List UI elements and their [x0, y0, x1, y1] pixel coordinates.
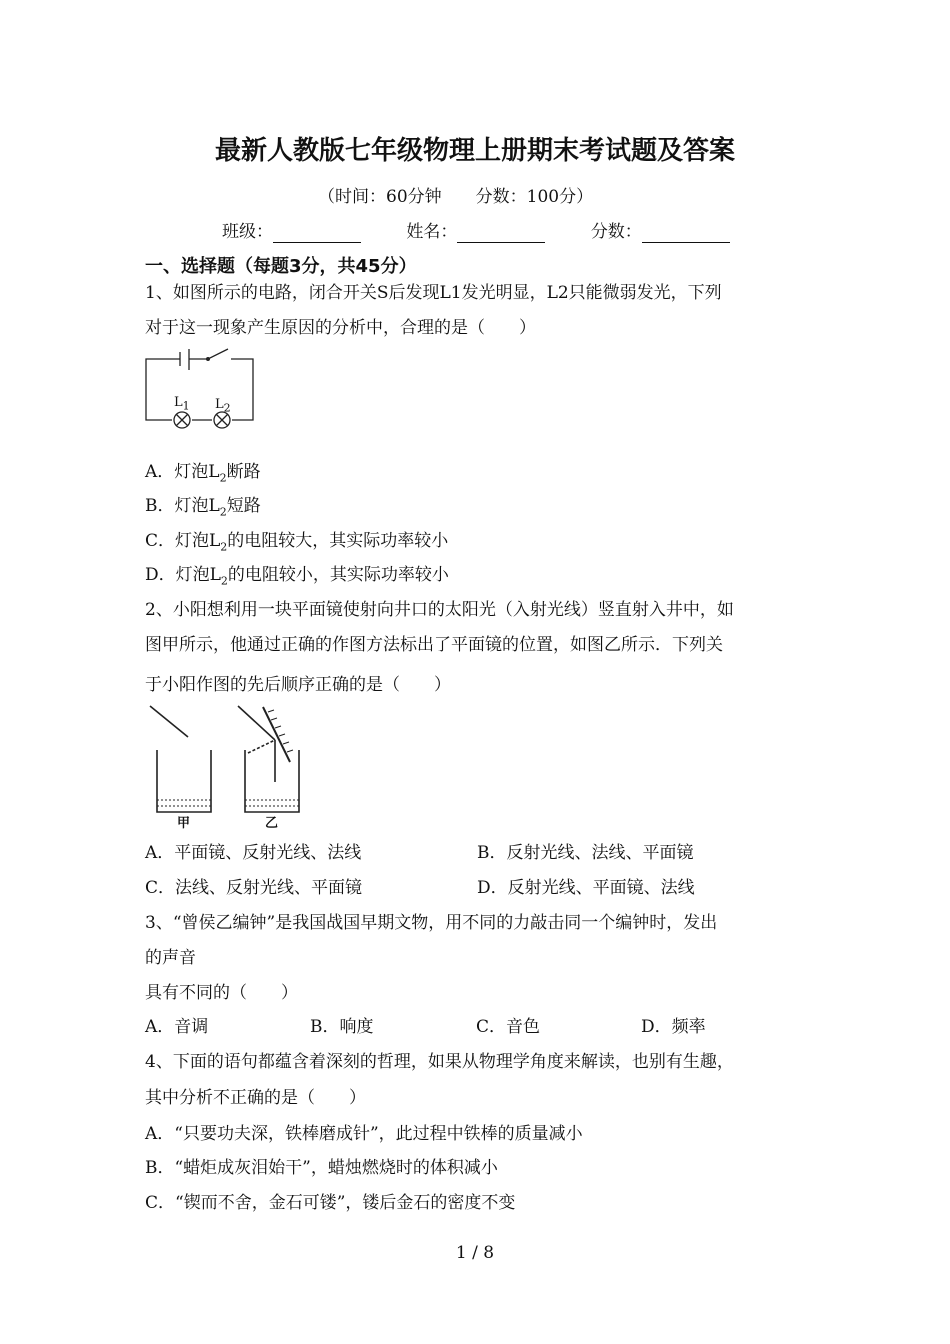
q4-option-a[interactable]: A．“只要功夫深，铁棒磨成针”，此过程中铁棒的质量减小 — [145, 1124, 583, 1144]
circuit-diagram — [140, 340, 320, 440]
class-label: 班级： — [222, 222, 273, 242]
q4-option-b[interactable]: B．“蜡炬成灰泪始干”，蜡烛燃烧时的体积减小 — [145, 1158, 498, 1178]
q1-text: 1、如图所示的电路，闭合开关S后发现L1发光明显，L2只能微弱发光，下列 — [145, 283, 722, 303]
q4-text: 其中分析不正确的是（ ） — [145, 1088, 366, 1108]
q2-option-c[interactable]: C．法线、反射光线、平面镜 — [145, 878, 363, 898]
name-label: 姓名： — [406, 222, 458, 242]
q2-text: 图甲所示，他通过正确的作图方法标出了平面镜的位置，如图乙所示．下列关 — [145, 635, 723, 655]
mirror-diagram — [140, 700, 320, 835]
q3-text: 的声音 — [145, 948, 196, 968]
q1-option-a[interactable]: A．灯泡$L_2$断路 — [145, 462, 261, 485]
q3-text: 具有不同的（ ） — [145, 983, 298, 1003]
q3-option-d[interactable]: D．频率 — [641, 1017, 706, 1037]
q1-option-b[interactable]: B．灯泡$L_2$短路 — [145, 496, 261, 519]
q4-text: 4、下面的语句都蕴含着深刻的哲理，如果从物理学角度来解读，也别有生趣， — [145, 1052, 734, 1072]
name-blank[interactable] — [457, 226, 545, 243]
figure-label-yi: 乙 — [265, 816, 279, 831]
student-fields — [222, 221, 770, 243]
q2-text: 于小阳作图的先后顺序正确的是（ ） — [145, 675, 451, 695]
q2-option-b[interactable]: B．反射光线、法线、平面镜 — [477, 843, 694, 863]
page-title: 最新人教版七年级物理上册期末考试题及答案 — [214, 136, 735, 166]
exam-meta: （时间：60分钟 分数：100分） — [318, 187, 594, 207]
class-blank[interactable] — [273, 226, 361, 243]
figure-label-jia: 甲 — [177, 816, 191, 831]
q3-option-c[interactable]: C．音色 — [476, 1017, 541, 1037]
q2-option-d[interactable]: D．反射光线、平面镜、法线 — [477, 878, 695, 898]
q4-option-c[interactable]: C．“锲而不舍，金石可镂”，镂后金石的密度不变 — [145, 1193, 516, 1213]
label-l1: $L_1$ — [174, 395, 190, 413]
q2-text: 2、小阳想利用一块平面镜使射向井口的太阳光（入射光线）竖直射入井中，如 — [145, 600, 734, 620]
score-label: 分数： — [590, 222, 642, 242]
q1-text: 对于这一现象产生原因的分析中，合理的是（ ） — [145, 318, 536, 338]
score-blank[interactable] — [642, 226, 730, 243]
label-l2: $L_2$ — [215, 397, 231, 415]
section-heading: 一、选择题（每题3分，共45分） — [145, 256, 417, 277]
q3-text: 3、“曾侯乙编钟”是我国战国早期文物，用不同的力敲击同一个编钟时，发出 — [145, 913, 718, 933]
page-number: 1 / 8 — [455, 1243, 495, 1263]
q3-option-b[interactable]: B．响度 — [310, 1017, 374, 1037]
q2-option-a[interactable]: A．平面镜、反射光线、法线 — [145, 843, 362, 863]
q1-option-d[interactable]: D．灯泡$L_2$的电阻较小，其实际功率较小 — [145, 565, 449, 588]
q1-option-c[interactable]: C．灯泡$L_2$的电阻较大，其实际功率较小 — [145, 531, 449, 554]
q3-option-a[interactable]: A．音调 — [145, 1017, 209, 1037]
